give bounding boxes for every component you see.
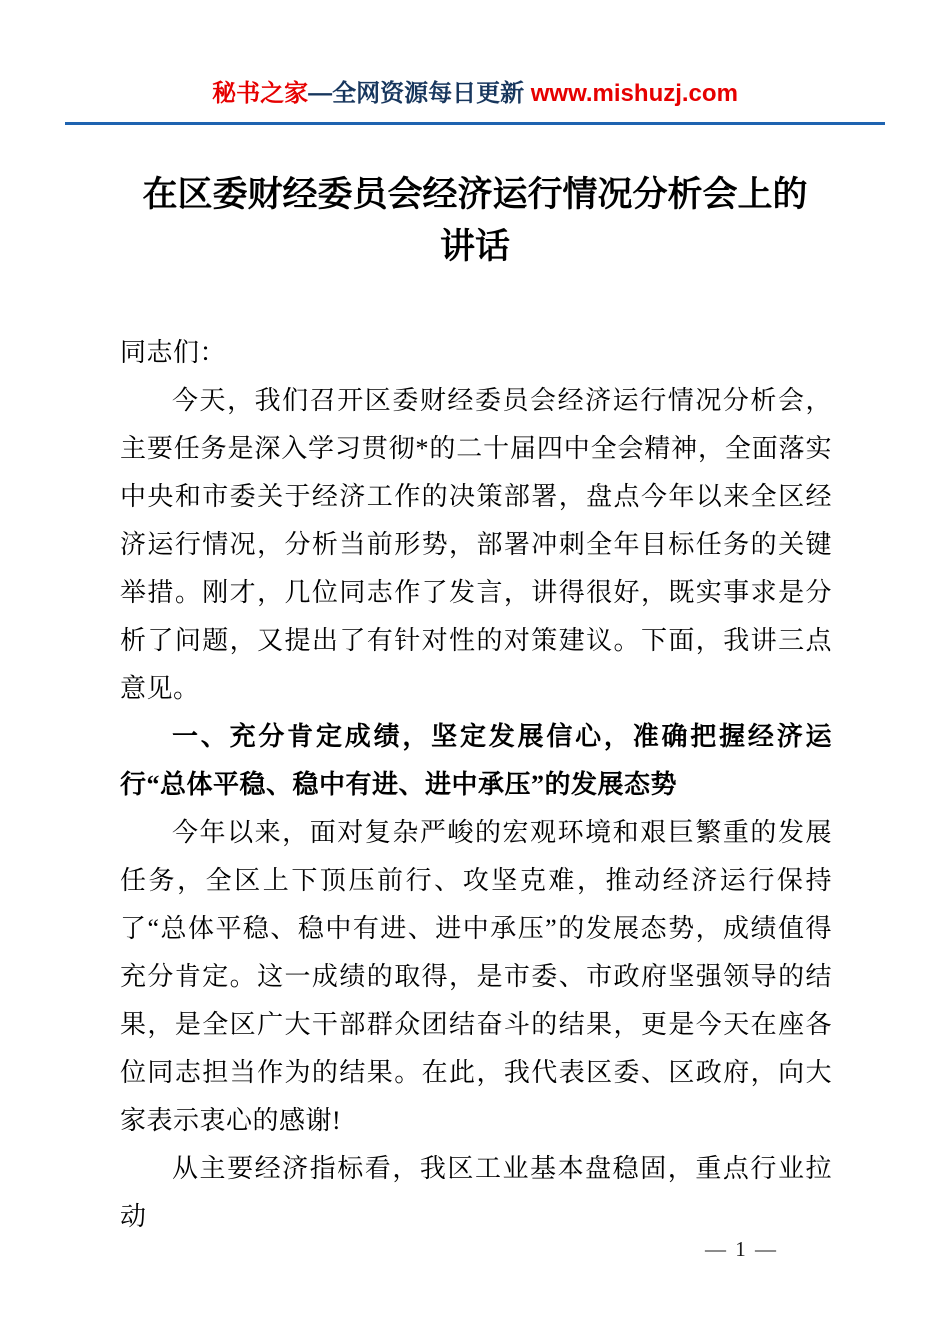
header-divider [65, 122, 885, 125]
paragraph-salutation: 同志们： [120, 338, 227, 367]
paragraph: 从主要经济指标看，我区工业基本盘稳固，重点行业拉动 [120, 1154, 832, 1231]
paragraph: 今天，我们召开区委财经委员会经济运行情况分析会，主要任务是深入学习贯彻*的二十届四中全会精神，全面落实中央和市委关于经济工作的决策部署，盘点今年以来全区经济运行情况，分析当前形势，部署冲刺全年目标任务的关键举措。刚才，几位同志作了发言，讲得很好，既实事求是分析了问题，又提出了有针对性的对策建议。下面，我讲三点意见。 [120, 386, 832, 703]
header-url: www.mishuzj.com [530, 80, 738, 107]
site-header [0, 0, 950, 110]
header-tagline: —全网资源每日更新 [308, 80, 525, 107]
header-brand: 秘书之家 [212, 80, 309, 107]
page-title-line1: 在区委财经委员会经济运行情况分析会上的 [142, 175, 808, 214]
paragraph: 今年以来，面对复杂严峻的宏观环境和艰巨繁重的发展任务，全区上下顶压前行、攻坚克难，推动经济运行保持了“总体平稳、稳中有进、进中承压”的发展态势，成绩值得充分肯定。这一成绩的取得，是市委、市政府坚强领导的结果，是全区广大干部群众团结奋斗的结果，更是今天在座各位同志担当作为的结果。在此，我代表区委、区政府，向大家表示衷心的感谢! [120, 818, 832, 1135]
paragraph-section-heading: 一、充分肯定成绩，坚定发展信心，准确把握经济运行“总体平稳、稳中有进、进中承压”的发展态势 [120, 722, 832, 799]
document-body [120, 329, 832, 1241]
page-number: — 1 — [705, 1237, 778, 1261]
page-title-line2: 讲话 [439, 227, 510, 266]
page-title [60, 169, 890, 273]
